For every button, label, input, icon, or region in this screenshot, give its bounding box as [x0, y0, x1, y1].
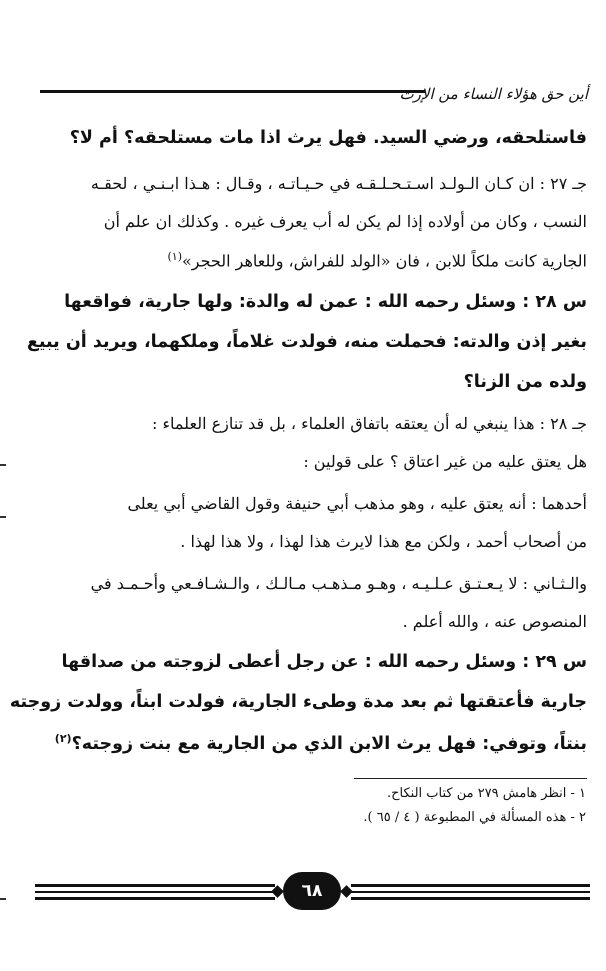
text-line-14: س ٢٩ : وسئل رحمه الله : عن رجل أعطى لزوجته من صداقها: [61, 652, 587, 672]
text-line-16: [35, 732, 587, 754]
text-line-15: جارية فأعتقتها ثم بعد مدة وطىء الجارية، فولدت ابناً، وولدت زوجته: [9, 692, 587, 712]
footer-rule-right-top: [351, 884, 590, 887]
footnote-2: ٢ - هذه المسألة في المطبوعة ( ٤ / ٦٥ ).: [363, 810, 586, 825]
scan-edge-mark: [0, 464, 6, 466]
text-line-1: فاستلحقه، ورضي السيد. فهل يرث اذا مات مستلحقه؟ أم لا؟: [69, 128, 587, 148]
page-number: ٦٨: [283, 872, 341, 910]
text-line-12: والـثـاني : لا يـعـتـق عـلـيـه ، وهـو مـذهـب مـالـك ، والـشـافـعي وأحـمـد في: [90, 574, 587, 593]
page-header: [40, 80, 588, 108]
main-text: [9, 118, 587, 768]
text-line-7: ولده من الزنا؟: [463, 372, 587, 392]
footnote-1: ١ - انظر هامش ٢٧٩ من كتاب النكاح.: [386, 786, 586, 801]
scan-edge-mark: [0, 898, 6, 900]
footer-rule-right-mid: [351, 891, 590, 893]
text-line-4: [35, 250, 587, 270]
footnote-ref-1: (١): [167, 250, 182, 263]
page-footer: [35, 872, 590, 912]
footer-rule-left-top: [35, 884, 275, 887]
footer-rule-left-bottom: [35, 897, 275, 900]
footnote-ref-2: (٢): [54, 732, 72, 745]
text-line-3: النسب ، وكان من أولاده إذا لم يكن له أب يعرف غيره . وكذلك ان علم أن: [103, 212, 587, 231]
text-line-6: بغير إذن والدته: فحملت منه، فولدت غلاماً، وملكهما، ويريد أن يبيع: [26, 332, 587, 352]
footer-rule-right-bottom: [351, 897, 590, 900]
footer-rule-left-mid: [35, 891, 275, 893]
text-line-9: هل يعتق عليه من غير اعتاق ؟ على قولين :: [303, 452, 587, 471]
scan-edge-mark: [0, 516, 6, 518]
text-line-10: أحدهما : أنه يعتق عليه ، وهو مذهب أبي حنيفة وقول القاضي أبي يعلى: [127, 494, 587, 513]
text-line-5: س ٢٨ : وسئل رحمه الله : عمن له والدة: ولها جارية، فواقعها: [64, 292, 587, 312]
text-line-11: من أصحاب أحمد ، ولكن مع هذا لايرث هذا لهذا ، ولا هذا لهذا .: [180, 532, 587, 551]
running-title: أين حق هؤلاء النساء من الإرث: [399, 85, 588, 103]
text-line-8: جـ ٢٨ : هذا ينبغي له أن يعتقه باتفاق العلماء ، بل قد تنازع العلماء :: [152, 414, 587, 433]
text-line-2: جـ ٢٧ : ان كـان الـولـد اسـتـحـلـقـه في حـيـاتـه ، وقـال : هـذا ابـنـي ، لحقـه: [90, 174, 587, 193]
header-rule: [40, 90, 425, 93]
text-line-13: المنصوص عنه ، والله أعلم .: [402, 612, 587, 631]
footer-ornament-left: [271, 885, 284, 898]
footnote-rule: [354, 778, 587, 779]
text-line-4-content: الجارية كانت ملكاً للابن ، فان «الولد للفراش، وللعاهر الحجر»: [181, 251, 587, 271]
text-line-16-content: بنتاً، وتوفي: فهل يرث الابن الذي من الجارية مع بنت زوجته؟: [71, 733, 587, 754]
